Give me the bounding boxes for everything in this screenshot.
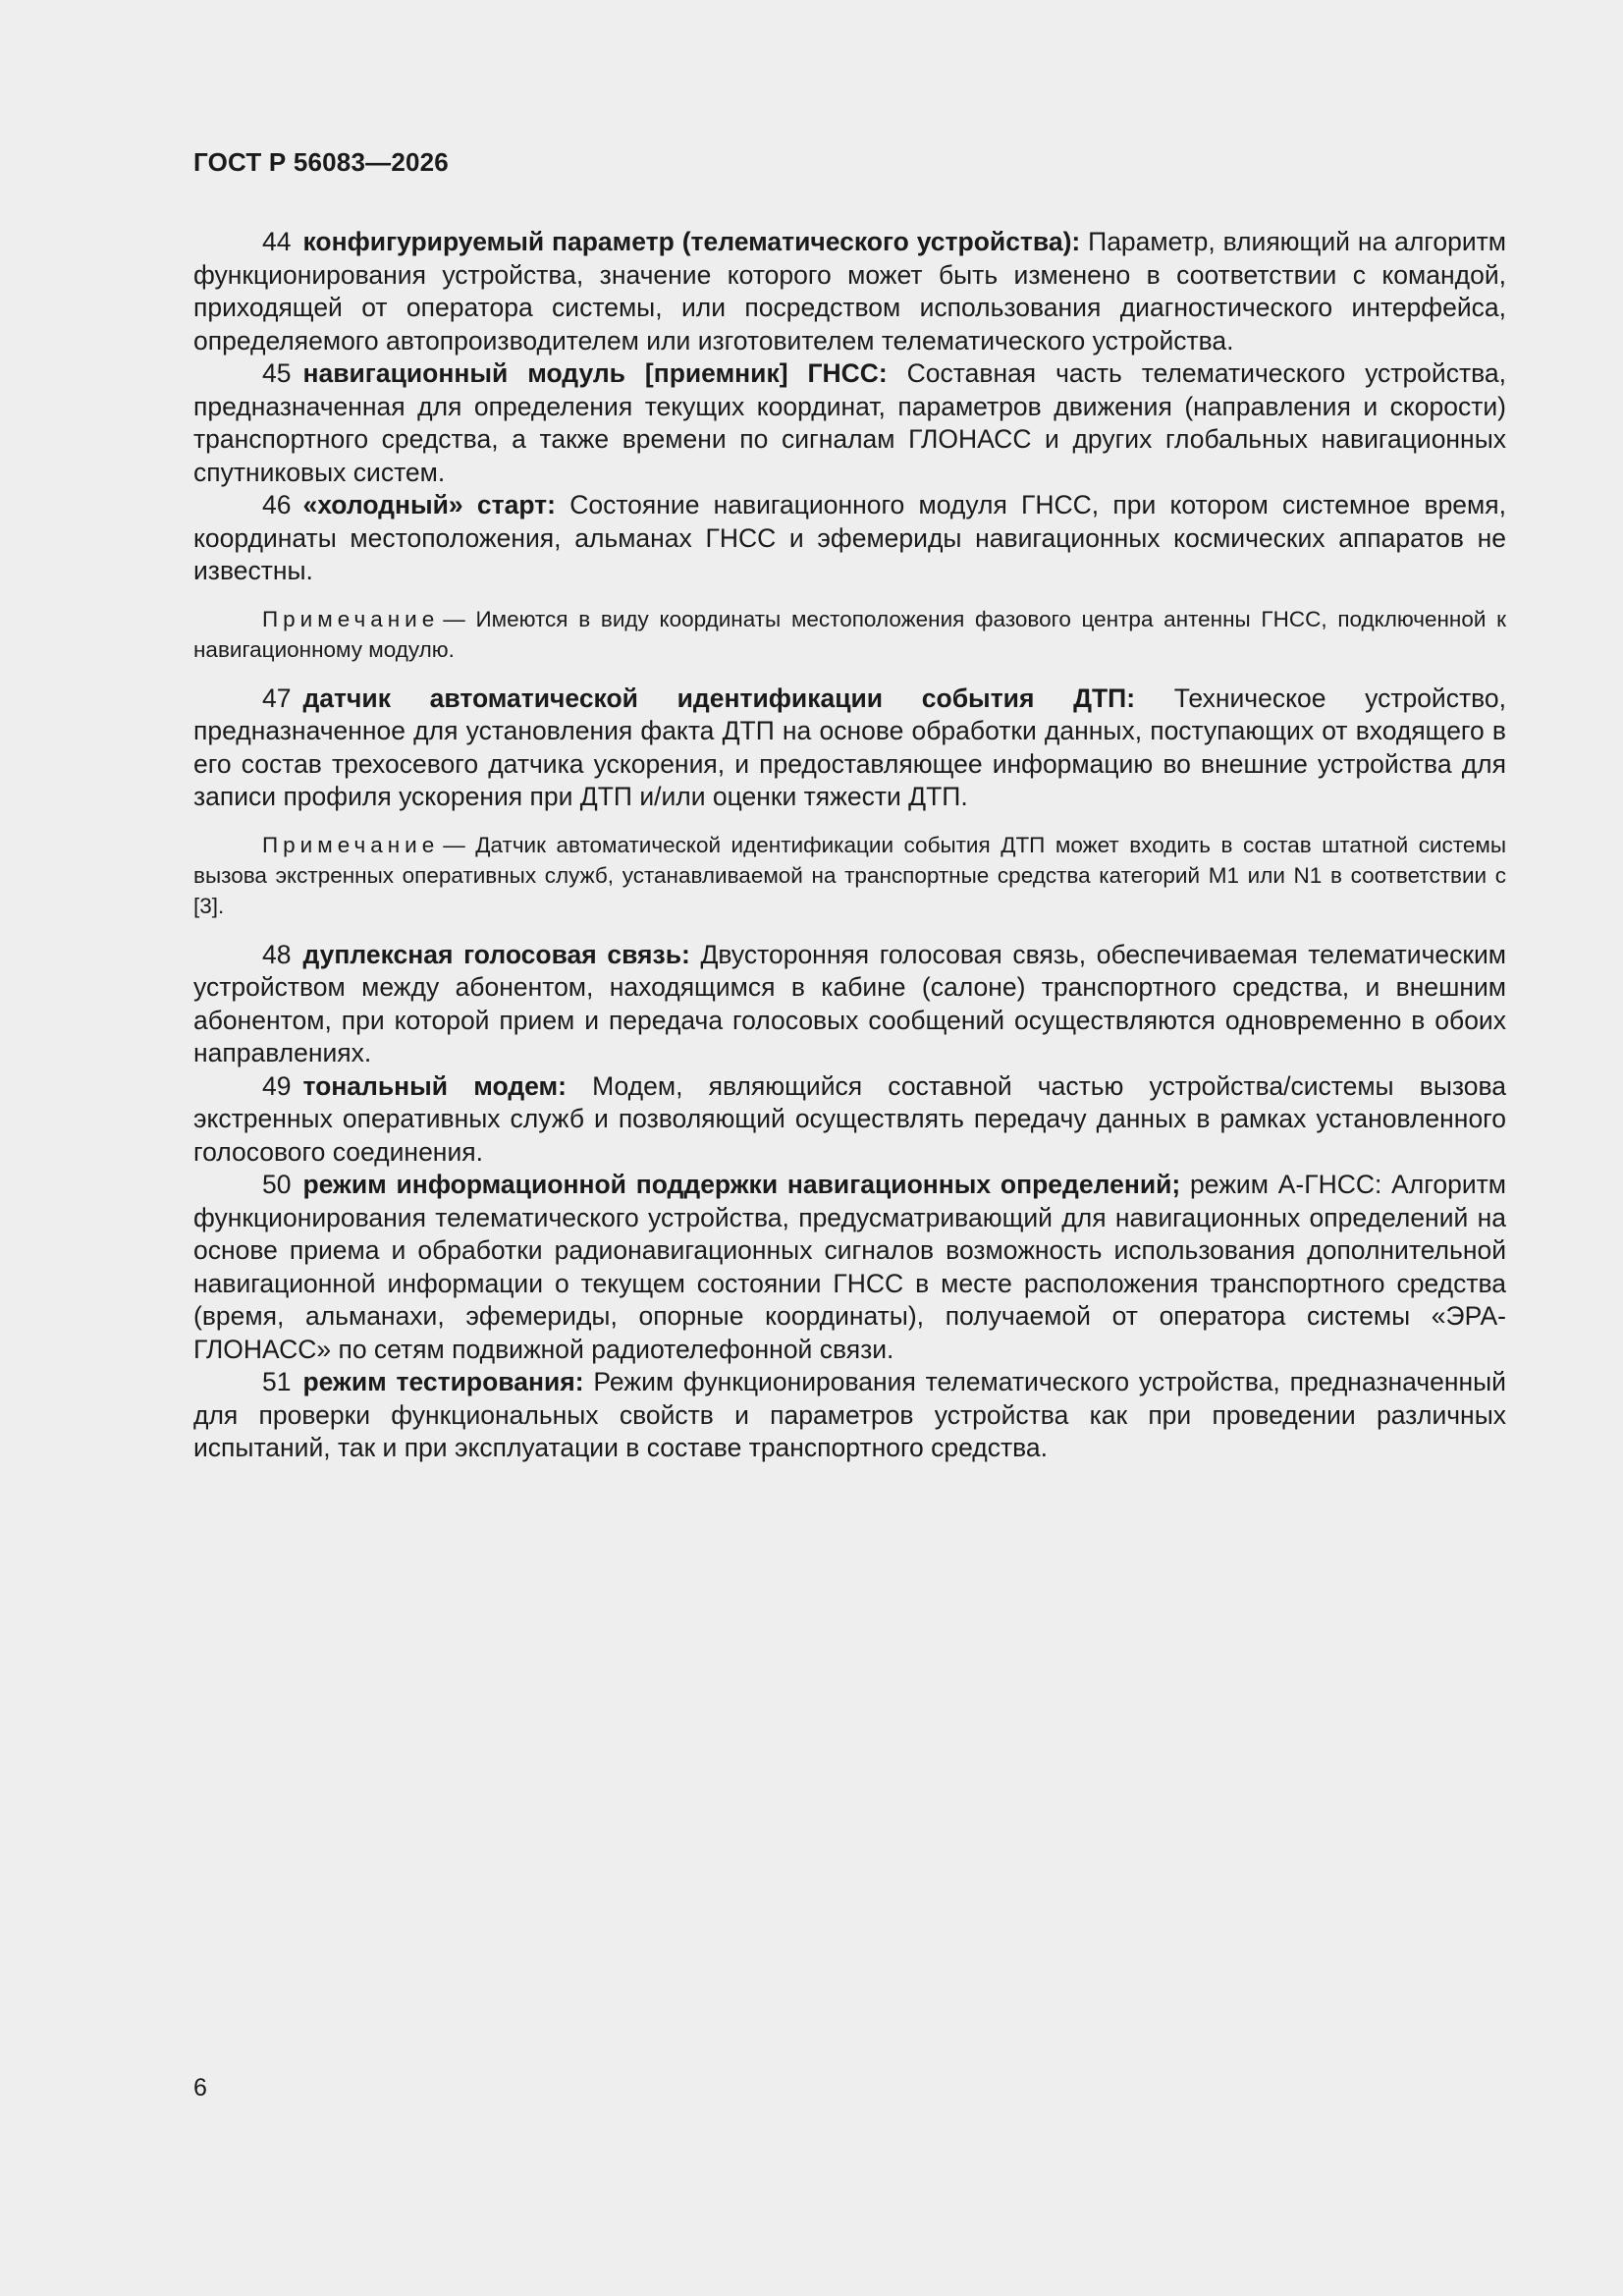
- document-body: [193, 226, 1506, 1465]
- term-definition: Техническое устройство, предназначенное для установления факта ДТП на основе обработки данных, поступающих от входящего в его состав трехосевого датчика ускорения, и предоставляющее информацию во внешние устройства для записи профиля ускорения при ДТП и/или оценки тяжести ДТП.: [193, 683, 1506, 811]
- note-text: — Имеются в виду координаты местоположения фазового центра антенны ГНСС, подключенной к навигационному модулю.: [193, 606, 1506, 662]
- term-definition: Составная часть телематического устройства, предназначенная для определения текущих координат, параметров движения (направления и скорости) транспортного средства, а также времени по сигналам ГЛОНАСС и других глобальных навигационных спутниковых систем.: [193, 358, 1506, 487]
- term-number: 51: [262, 1367, 292, 1396]
- term-number: 45: [262, 358, 292, 388]
- term-definition: Модем, являющийся составной частью устройства/системы вызова экстренных оперативных служб и позволяющий осуществлять передачу данных в рамках установленного голосового соединения.: [193, 1070, 1506, 1167]
- term-definition: Состояние навигационного модуля ГНСС, при котором системное время, координаты местоположения, альманах ГНСС и эфемериды навигационных космических аппаратов не известны.: [193, 490, 1506, 585]
- term-number: 47: [262, 683, 292, 713]
- term-number: 48: [262, 939, 292, 969]
- term-name: конфигурируемый параметр (телематического устройства):: [302, 227, 1081, 256]
- page-number: 6: [193, 2074, 207, 2102]
- term-definition: Режим функционирования телематического устройства, предназначенный для проверки функциональных свойств и параметров устройства как при проведении различных испытаний, так и при эксплуатации в составе транспортного средства.: [193, 1367, 1506, 1462]
- term-name: навигационный модуль [приемник] ГНСС:: [302, 358, 888, 388]
- document-header: ГОСТ Р 56083—2026: [193, 147, 449, 177]
- term-definition: Двусторонняя голосовая связь, обеспечиваемая телематическим устройством между абонентом, находящимся в кабине (салоне) транспортного средства, и внешним абонентом, при которой прием и передача голосовых сообщений осуществляются одновременно в обоих направлениях.: [193, 939, 1506, 1067]
- term-definition: Параметр, влияющий на алгоритм функционирования устройства, значение которого может быть изменено в соответствии с командой, приходящей от оператора системы, или посредством использования диагностического интерфейса, определяемого автопроизводителем или изготовителем телематического устройства.: [193, 227, 1507, 355]
- note-46: [193, 604, 1506, 665]
- term-name: режим тестирования:: [302, 1367, 584, 1396]
- term-definition: режим А-ГНСС: Алгоритм функционирования телематического устройства, предусматривающий для навигационных определений на основе приема и обработки радионавигационных сигналов возможность использования дополнительной навигационной информации о текущем состоянии ГНСС в месте расположения транспортного средства (время, альманахи, эфемериды, опорные координаты), получаемой от оператора системы «ЭРА-ГЛОНАСС» по сетям подвижной радиотелефонной связи.: [193, 1170, 1506, 1364]
- term-entry-50: [193, 1169, 1506, 1366]
- note-label: Примечание: [262, 606, 440, 631]
- term-number: 49: [262, 1070, 292, 1101]
- note-text: — Датчик автоматической идентификации события ДТП может входить в состав штатной системы вызова экстренных оперативных служб, устанавливаемой на транспортные средства категорий М1 или N1 в соответствии с [3].: [193, 832, 1506, 918]
- term-number: 44: [262, 227, 292, 256]
- term-entry-48: [193, 939, 1506, 1070]
- term-entry-46: [193, 489, 1506, 588]
- term-name: дуплексная голосовая связь:: [302, 939, 690, 969]
- term-name: режим информационной поддержки навигационных определений;: [302, 1170, 1181, 1199]
- term-entry-47: [193, 683, 1506, 814]
- term-name: тональный модем:: [302, 1070, 567, 1101]
- term-entry-49: [193, 1070, 1506, 1170]
- term-name: «холодный» старт:: [302, 490, 556, 519]
- term-entry-44: [193, 226, 1506, 357]
- note-label: Примечание: [262, 832, 440, 857]
- term-number: 46: [262, 490, 292, 519]
- term-number: 50: [262, 1170, 292, 1199]
- note-47: [193, 830, 1506, 921]
- term-name: датчик автоматической идентификации события ДТП:: [302, 683, 1136, 713]
- term-entry-51: [193, 1366, 1506, 1465]
- term-entry-45: [193, 357, 1506, 489]
